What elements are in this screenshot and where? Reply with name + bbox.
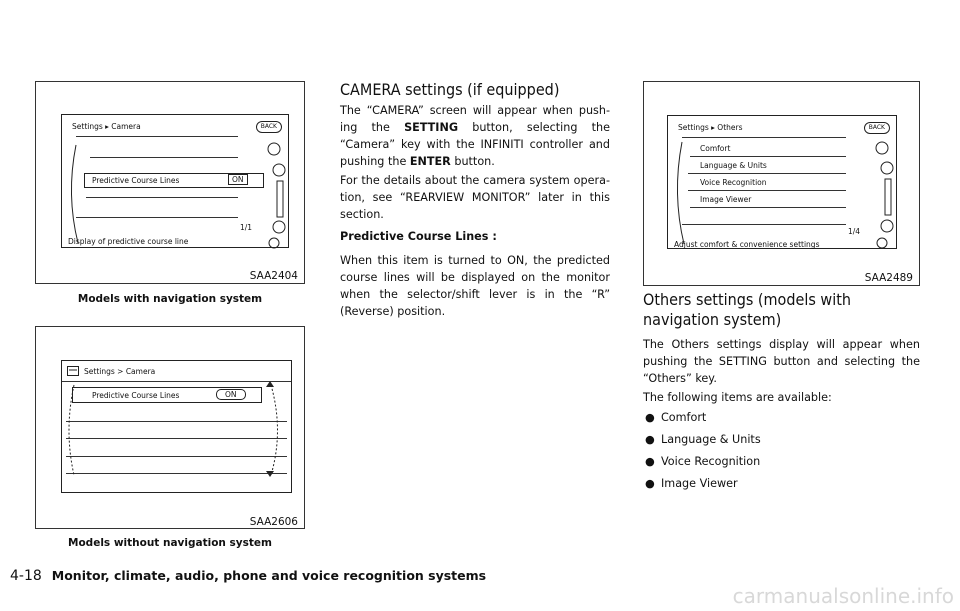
figure-nav-camera — [35, 81, 305, 284]
toggle-value[interactable]: ON — [228, 174, 248, 185]
list-item: ● Language & Units — [645, 433, 761, 446]
toggle-value[interactable]: ON — [216, 389, 246, 400]
status-text: Adjust comfort & convenience settings — [674, 240, 820, 249]
subheading: Predictive Course Lines : — [340, 230, 497, 243]
chapter-title: Monitor, climate, audio, phone and voice recognition systems — [51, 568, 487, 583]
screen-nav-camera — [61, 114, 289, 248]
list-item: ● Voice Recognition — [645, 455, 761, 468]
figure-code: SAA2606 — [249, 516, 298, 528]
menu-item-label[interactable]: Image Viewer — [700, 195, 752, 204]
figure-code: SAA2489 — [864, 272, 913, 284]
scroll-controls-icon[interactable] — [62, 115, 290, 249]
figure-nav-others — [643, 81, 920, 286]
back-button[interactable]: BACK — [864, 122, 890, 134]
heading-line: Others settings (models with — [643, 290, 851, 309]
page-indicator: 1/4 — [848, 227, 861, 236]
scroll-arrows-icon[interactable] — [62, 361, 293, 494]
scroll-controls-icon[interactable] — [668, 116, 898, 250]
figure-nonav-camera — [35, 326, 305, 529]
menu-item-label[interactable]: Language & Units — [700, 161, 767, 170]
heading-line: navigation system) — [643, 310, 782, 329]
menu-item-label[interactable]: Comfort — [700, 144, 731, 153]
breadcrumb: Settings > Camera — [84, 367, 156, 376]
menu-item-label: Predictive Course Lines — [92, 391, 180, 400]
page-number: 4-18 — [10, 568, 42, 584]
figure-caption: Models with navigation system — [77, 293, 263, 305]
breadcrumb: Settings ▸ Camera — [72, 122, 141, 131]
list-item: ● Image Viewer — [645, 477, 738, 490]
bullet-list — [645, 411, 761, 499]
section-heading — [643, 290, 851, 330]
status-text: Display of predictive course line — [68, 237, 189, 246]
paragraph: The “CAMERA” screen will appear when push-ing the SETTING button, selecting the “Camera” key with the INFINITI controller and pushing the ENTER button. — [340, 104, 610, 168]
paragraph: The following items are available: — [643, 391, 832, 404]
page-footer — [10, 568, 486, 584]
paragraph: When this item is turned to ON, the predicted course lines will be displayed on the monitor when the selector/shift lever is in the “R” (Reverse) position. — [340, 254, 610, 318]
menu-item-label[interactable]: Voice Recognition — [700, 178, 767, 187]
back-button[interactable]: BACK — [256, 121, 282, 133]
page-indicator: 1/1 — [240, 223, 253, 232]
figure-code: SAA2404 — [249, 270, 298, 282]
paragraph: The Others settings display will appear when pushing the SETTING button and selecting the “Others” key. — [643, 338, 920, 385]
section-heading: CAMERA settings (if equipped) — [340, 80, 560, 99]
screen-nav-others — [667, 115, 897, 249]
screen-nonav-camera — [61, 360, 292, 493]
watermark: carmanualsonline.info — [732, 584, 954, 608]
menu-item-label: Predictive Course Lines — [92, 176, 180, 185]
list-item: ● Comfort — [645, 411, 707, 424]
paragraph: For the details about the camera system opera-tion, see “REARVIEW MONITOR” later in this section. — [340, 174, 610, 221]
figure-caption: Models without navigation system — [68, 537, 272, 549]
breadcrumb: Settings ▸ Others — [678, 123, 743, 132]
